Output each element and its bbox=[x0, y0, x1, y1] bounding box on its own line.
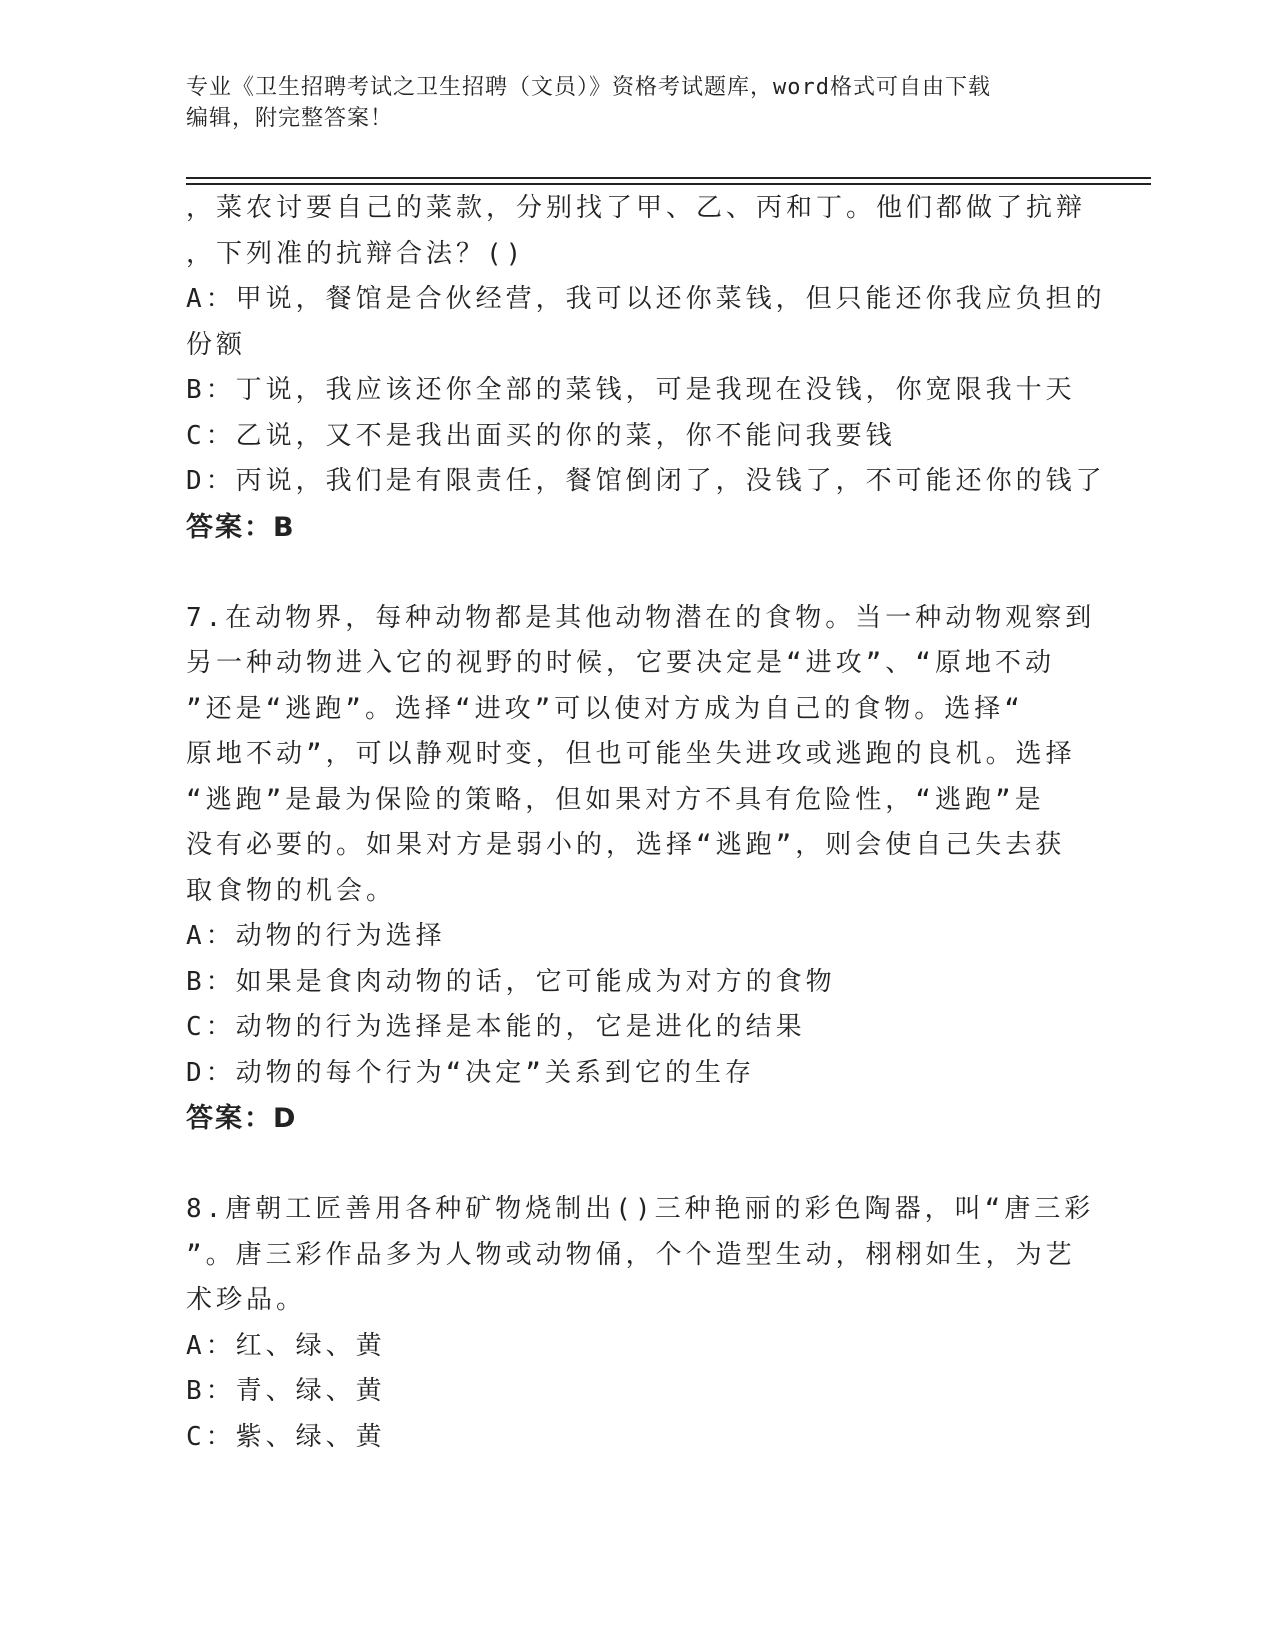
option-b: B：青、绿、黄 bbox=[186, 1376, 386, 1406]
header-rule-top bbox=[186, 177, 1151, 179]
header-line-2: 编辑，附完整答案！ bbox=[186, 106, 394, 131]
question-7 bbox=[186, 596, 1096, 1142]
option-d: D：动物的每个行为“决定”关系到它的生存 bbox=[186, 1057, 755, 1088]
option-a: A：动物的行为选择 bbox=[186, 921, 446, 951]
option-c: C：乙说，又不是我出面买的你的菜，你不能问我要钱 bbox=[186, 420, 896, 451]
option-a: A：红、绿、黄 bbox=[186, 1330, 386, 1361]
option-b: B：丁说，我应该还你全部的菜钱，可是我现在没钱，你宽限我十天 bbox=[186, 375, 1076, 405]
question-8 bbox=[186, 1187, 1095, 1460]
option-c: C：动物的行为选择是本能的，它是进化的结果 bbox=[186, 1012, 806, 1042]
answer: 答案：D bbox=[186, 1103, 298, 1134]
question-text-line: “逃跑”是最为保险的策略，但如果对方不具有危险性，“逃跑”是 bbox=[186, 784, 1045, 815]
option-a: A：甲说，餐馆是合伙经营，我可以还你菜钱，但只能还你我应负担的 bbox=[186, 284, 1106, 314]
header-rule-bottom bbox=[186, 183, 1151, 185]
header-line-1: 专业《卫生招聘考试之卫生招聘（文员）》资格考试题库，word格式可自由下载 bbox=[186, 75, 991, 100]
question-text-line: 术珍品。 bbox=[186, 1285, 307, 1315]
question-text-line: ”还是“逃跑”。选择“进攻”可以使对方成为自己的食物。选择“ bbox=[186, 693, 1024, 724]
option-c: C：紫、绿、黄 bbox=[186, 1421, 386, 1452]
option-d: D：丙说，我们是有限责任，餐馆倒闭了，没钱了，不可能还你的钱了 bbox=[186, 466, 1106, 496]
question-text-line: 另一种动物进入它的视野的时候，它要决定是“进攻”、“原地不动 bbox=[186, 648, 1055, 678]
question-text-line: ”。唐三彩作品多为人物或动物俑，个个造型生动，栩栩如生，为艺 bbox=[186, 1239, 1076, 1270]
question-text-line: 7.在动物界，每种动物都是其他动物潜在的食物。当一种动物观察到 bbox=[186, 602, 1096, 633]
question-text-line: 8.唐朝工匠善用各种矿物烧制出()三种艳丽的彩色陶器，叫“唐三彩 bbox=[186, 1194, 1095, 1224]
question-text-line: ，菜农讨要自己的菜款，分别找了甲、乙、丙和丁。他们都做了抗辩 bbox=[186, 193, 1087, 223]
answer: 答案：B bbox=[186, 511, 296, 543]
question-text-line: 原地不动”，可以静观时变，但也可能坐失进攻或逃跑的良机。选择 bbox=[186, 739, 1076, 769]
option-b: B：如果是食肉动物的话，它可能成为对方的食物 bbox=[186, 966, 836, 997]
option-a-continued: 份额 bbox=[186, 329, 247, 360]
question-6 bbox=[186, 186, 1106, 550]
question-text-line: ，下列准的抗辩合法？() bbox=[186, 238, 526, 269]
page-header bbox=[186, 72, 1066, 134]
question-content bbox=[186, 186, 1106, 1460]
question-text-line: 取食物的机会。 bbox=[186, 875, 397, 906]
question-text-line: 没有必要的。如果对方是弱小的，选择“逃跑”，则会使自己失去获 bbox=[186, 830, 1066, 860]
